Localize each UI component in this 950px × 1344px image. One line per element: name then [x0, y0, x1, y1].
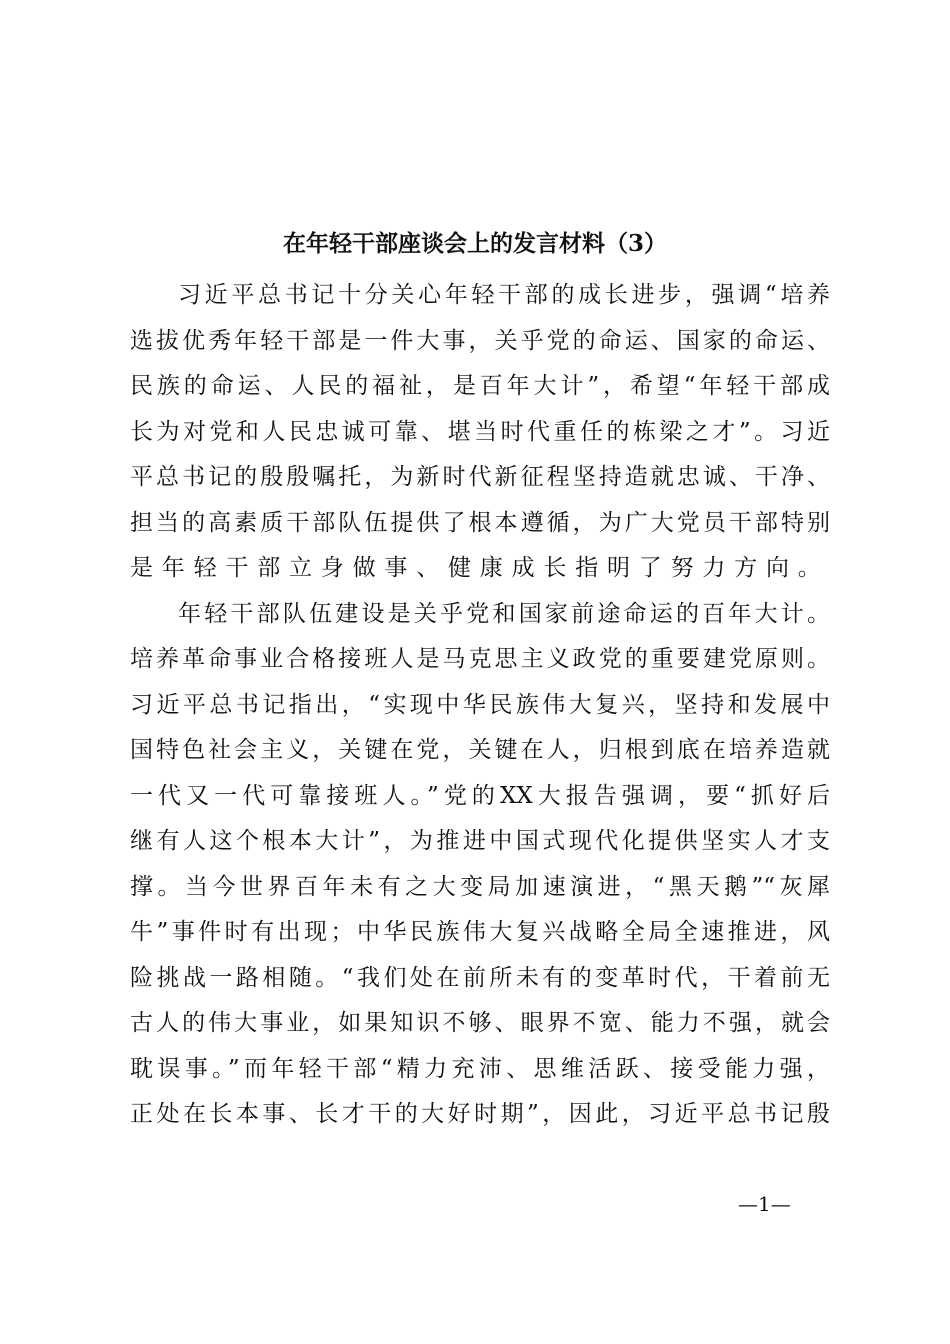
document-title: 在年轻干部座谈会上的发言材料（3） [282, 230, 667, 257]
paragraph-1-line: 民族的命运、人民的福祉，是百年大计”，希望“年轻干部成 [130, 373, 830, 399]
page-number: —1— [738, 1192, 791, 1216]
paragraph-2-line: 一代又一代可靠接班人。”党的XX大报告强调，要“抓好后 [130, 782, 830, 809]
paragraph-2-line: 牛”事件时有出现；中华民族伟大复兴战略全局全速推进，风 [130, 919, 830, 945]
paragraph-1-line: 是年轻干部立身做事、健康成长指明了努力方向。 [130, 555, 830, 581]
paragraph-2-line: 正处在长本事、长才干的大好时期”，因此，习近平总书记殷 [130, 1101, 830, 1127]
paragraph-2-line: 撑。当今世界百年未有之大变局加速演进，“黑天鹅”“灰犀 [130, 873, 830, 900]
paragraph-1-line: 长为对党和人民忠诚可靠、堪当时代重任的栋梁之才”。习近 [130, 418, 830, 445]
paragraph-2-line: 培养革命事业合格接班人是马克思主义政党的重要建党原则。 [130, 646, 830, 672]
paragraph-2-line: 年轻干部队伍建设是关乎党和国家前途命运的百年大计。 [178, 600, 830, 627]
paragraph-2-line: 耽误事。”而年轻干部“精力充沛、思维活跃、接受能力强， [130, 1055, 830, 1082]
paragraph-2-line: 国特色社会主义，关键在党，关键在人，归根到底在培养造就 [130, 737, 830, 763]
paragraph-2-line: 继有人这个根本大计”，为推进中国式现代化提供坚实人才支 [130, 828, 830, 854]
paragraph-2-line: 古人的伟大事业，如果知识不够、眼界不宽、能力不强，就会 [130, 1010, 830, 1036]
paragraph-2-line: 习近平总书记指出，“实现中华民族伟大复兴，坚持和发展中 [130, 691, 830, 718]
paragraph-1-line: 担当的高素质干部队伍提供了根本遵循，为广大党员干部特别 [130, 509, 830, 536]
paragraph-1-line: 选拔优秀年轻干部是一件大事，关乎党的命运、国家的命运、 [130, 327, 830, 354]
paragraph-2-line: 险挑战一路相随。“我们处在前所未有的变革时代，干着前无 [130, 964, 830, 991]
paragraph-1-line: 平总书记的殷殷嘱托，为新时代新征程坚持造就忠诚、干净、 [130, 464, 830, 490]
paragraph-1-line: 习近平总书记十分关心年轻干部的成长进步，强调“培养 [178, 282, 830, 308]
